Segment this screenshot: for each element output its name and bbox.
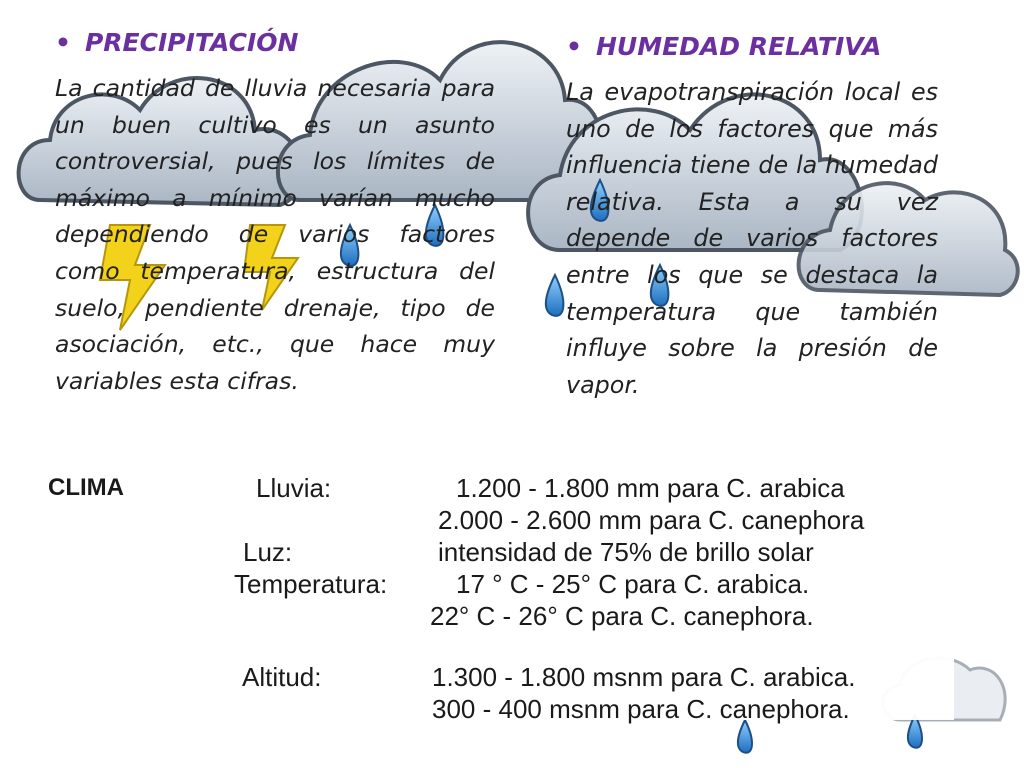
- bullet-icon: •: [566, 32, 582, 61]
- light-value: intensidad de 75% de brillo solar: [438, 537, 814, 567]
- rainfall-value-arabica: 1.200 - 1.800 mm para C. arabica: [456, 473, 845, 503]
- light-label: Luz:: [243, 537, 293, 567]
- precipitation-section: [55, 26, 495, 399]
- climate-title: CLIMA: [48, 474, 124, 501]
- temperature-label: Temperatura:: [234, 569, 388, 599]
- precipitation-text: La cantidad de lluvia necesaria para un buen cultivo es un asunto controversial, pues los límites de máximo a mínimo varían mucho dependiendo de varios factores como temperatura, estructura del suelo, pendiente drenaje, tipo de asociación, etc., que hace muy variables esta cifras.: [55, 74, 495, 395]
- humidity-section: [566, 30, 938, 403]
- rainfall-value-canephora: 2.000 - 2.600 mm para C. canephora: [438, 505, 865, 535]
- humidity-heading: [566, 30, 938, 64]
- humidity-text: La evapotranspiración local es uno de los factores que más influencia tiene de la humedad relativa. Esta a su vez depende de varios factores entre los que se destaca la temperatura que también influye sobre la presión de vapor.: [566, 78, 938, 399]
- precipitation-heading-text: PRECIPITACIÓN: [84, 28, 299, 57]
- climate-table: [48, 458, 954, 724]
- rainfall-label: Lluvia:: [256, 473, 332, 503]
- altitude-value-arabica: 1.300 - 1.800 msnm para C. arabica.: [432, 662, 856, 692]
- bullet-icon: •: [55, 28, 71, 57]
- temperature-value-arabica: 17 ° C - 25° C para C. arabica.: [456, 569, 810, 599]
- temperature-value-canephora: 22° C - 26° C para C. canephora.: [430, 601, 814, 631]
- altitude-value-canephora: 300 - 400 msnm para C. canephora.: [432, 694, 850, 724]
- precipitation-heading: [55, 26, 495, 60]
- humidity-heading-text: HUMEDAD RELATIVA: [595, 32, 882, 61]
- altitude-label: Altitud:: [242, 662, 322, 692]
